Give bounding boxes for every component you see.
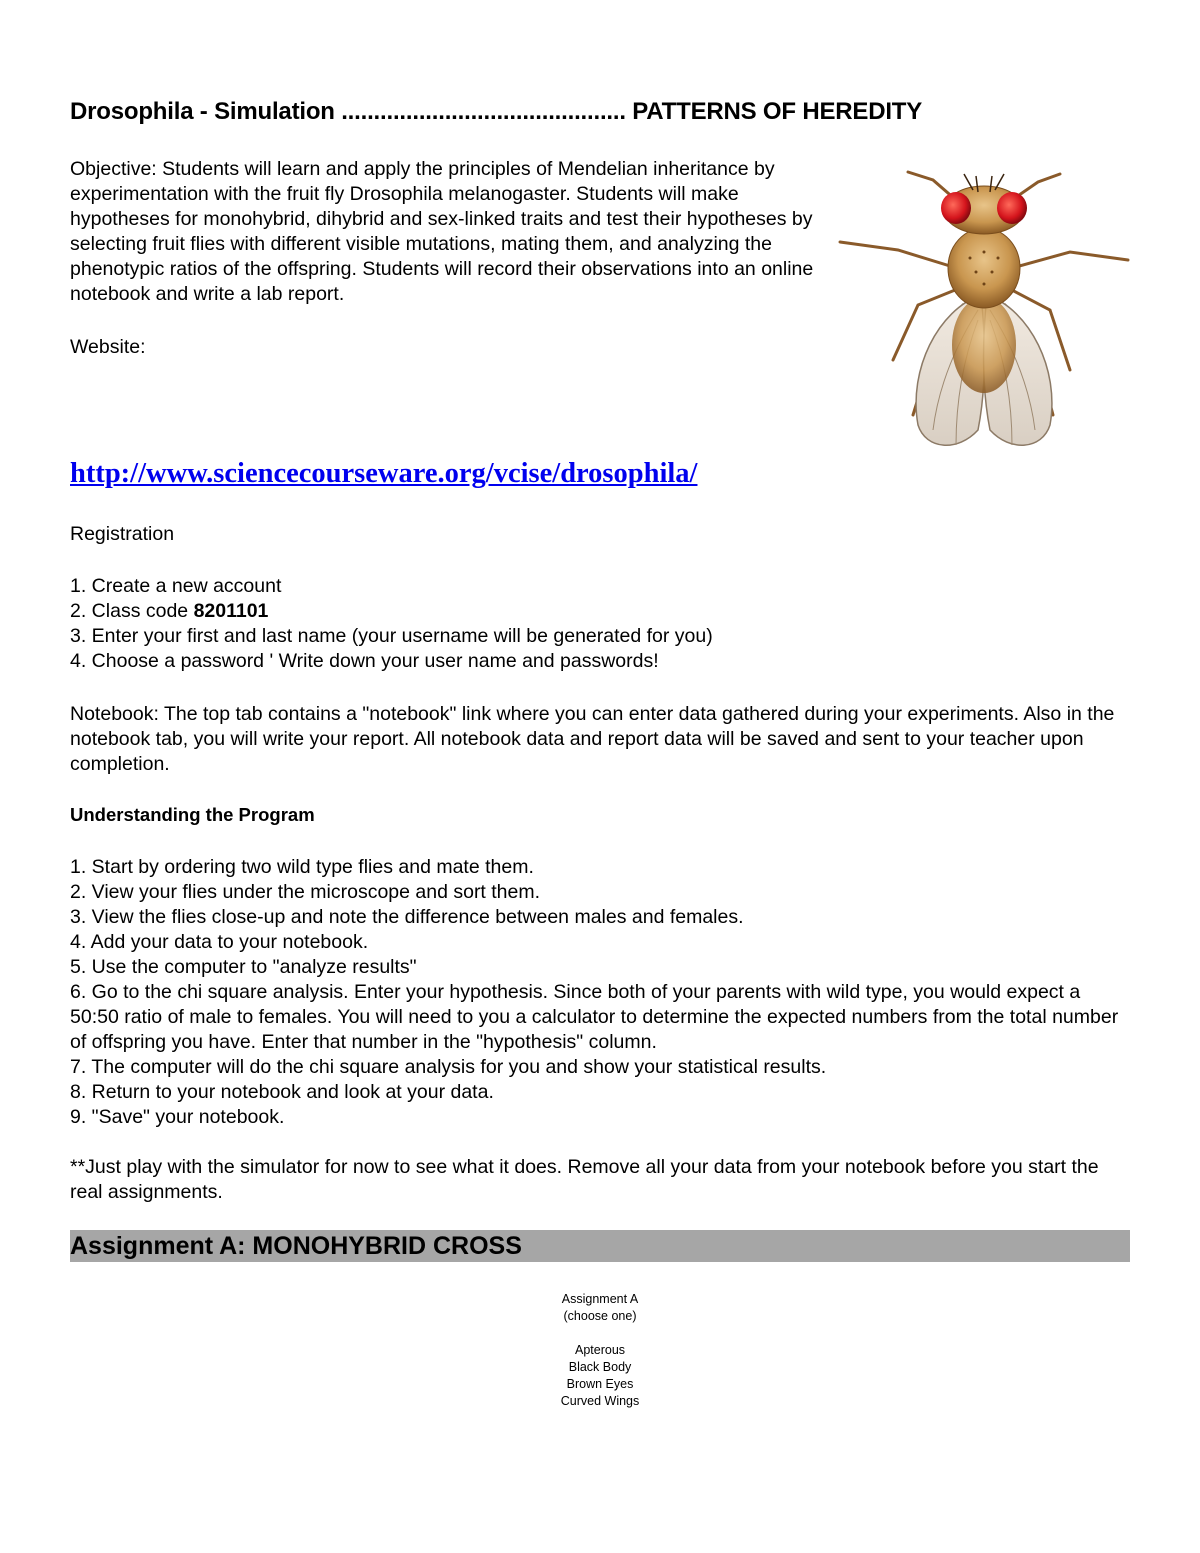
objective-paragraph: Objective: Students will learn and apply the principles of Mendelian inheritance by experimentation with the fruit fly Drosophila melanogaster. Students will make hypotheses for monohybrid, dihybrid and sex-linked traits and test their hypotheses by selecting fruit flies with different visible mutations, mating them, and analyzing the phenotypic ratios of the offspring. Students will record their observations into an online notebook and write a lab report. [70, 158, 814, 305]
assignment-option: Black Body [568, 1360, 632, 1374]
assignment-a-choose: (choose one) [563, 1309, 637, 1323]
fruit-fly-image [838, 160, 1130, 458]
note-paragraph: **Just play with the simulator for now to see what it does. Remove all your data from your notebook before you start the real assignments. [70, 1156, 1099, 1203]
assignment-option: Brown Eyes [566, 1377, 634, 1391]
program-step: 8. Return to your notebook and look at your data. [70, 1081, 494, 1103]
program-steps [70, 855, 1130, 1130]
assignment-a-options [70, 1291, 1130, 1410]
registration-step: 1. Create a new account [70, 575, 282, 597]
assignment-option: Curved Wings [560, 1394, 640, 1408]
program-step: 6. Go to the chi square analysis. Enter your hypothesis. Since both of your parents with wild type, you would expect a 50:50 ratio of male to females. You will need to you a calculator to determine the expected numbers from the total number of offspring you have. Enter that number in the "hypothesis" column. [70, 981, 1119, 1053]
title-left: Drosophila - Simulation [70, 98, 335, 125]
program-step: 5. Use the computer to "analyze results" [70, 956, 417, 978]
assignment-option: Apterous [574, 1343, 626, 1357]
registration-step: 4. Choose a password ' Write down your user name and passwords! [70, 650, 659, 672]
assignment-a-title: Assignment A: MONOHYBRID CROSS [70, 1232, 522, 1260]
assignment-a-label: Assignment A [561, 1292, 639, 1306]
program-step: 3. View the flies close-up and note the difference between males and females. [70, 906, 744, 928]
registration-heading: Registration [70, 523, 175, 545]
registration-step: 3. Enter your first and last name (your username will be generated for you) [70, 625, 713, 647]
title-right: PATTERNS OF HEREDITY [632, 98, 923, 125]
program-step: 2. View your flies under the microscope and sort them. [70, 881, 541, 903]
page-title [70, 98, 922, 126]
program-step: 7. The computer will do the chi square analysis for you and show your statistical results. [70, 1056, 827, 1078]
website-label: Website: [70, 336, 146, 358]
title-dots: ............................................ [341, 98, 626, 125]
registration-steps [70, 574, 713, 674]
website-link[interactable]: http://www.sciencecourseware.org/vcise/drosophila/ [70, 458, 698, 489]
class-code: 8201101 [193, 600, 269, 622]
registration-step: 2. Class code 8201101 [70, 600, 269, 622]
program-step: 4. Add your data to your notebook. [70, 931, 369, 953]
program-step: 1. Start by ordering two wild type flies and mate them. [70, 856, 534, 878]
notebook-paragraph: Notebook: The top tab contains a "notebook" link where you can enter data gathered during your experiments. Also in the notebook tab, you will write your report. All notebook data and report data will be saved and sent to your teacher upon completion. [70, 703, 1115, 775]
understanding-heading: Understanding the Program [70, 804, 315, 825]
program-step: 9. "Save" your notebook. [70, 1106, 285, 1128]
assignment-a-banner [70, 1230, 1130, 1262]
